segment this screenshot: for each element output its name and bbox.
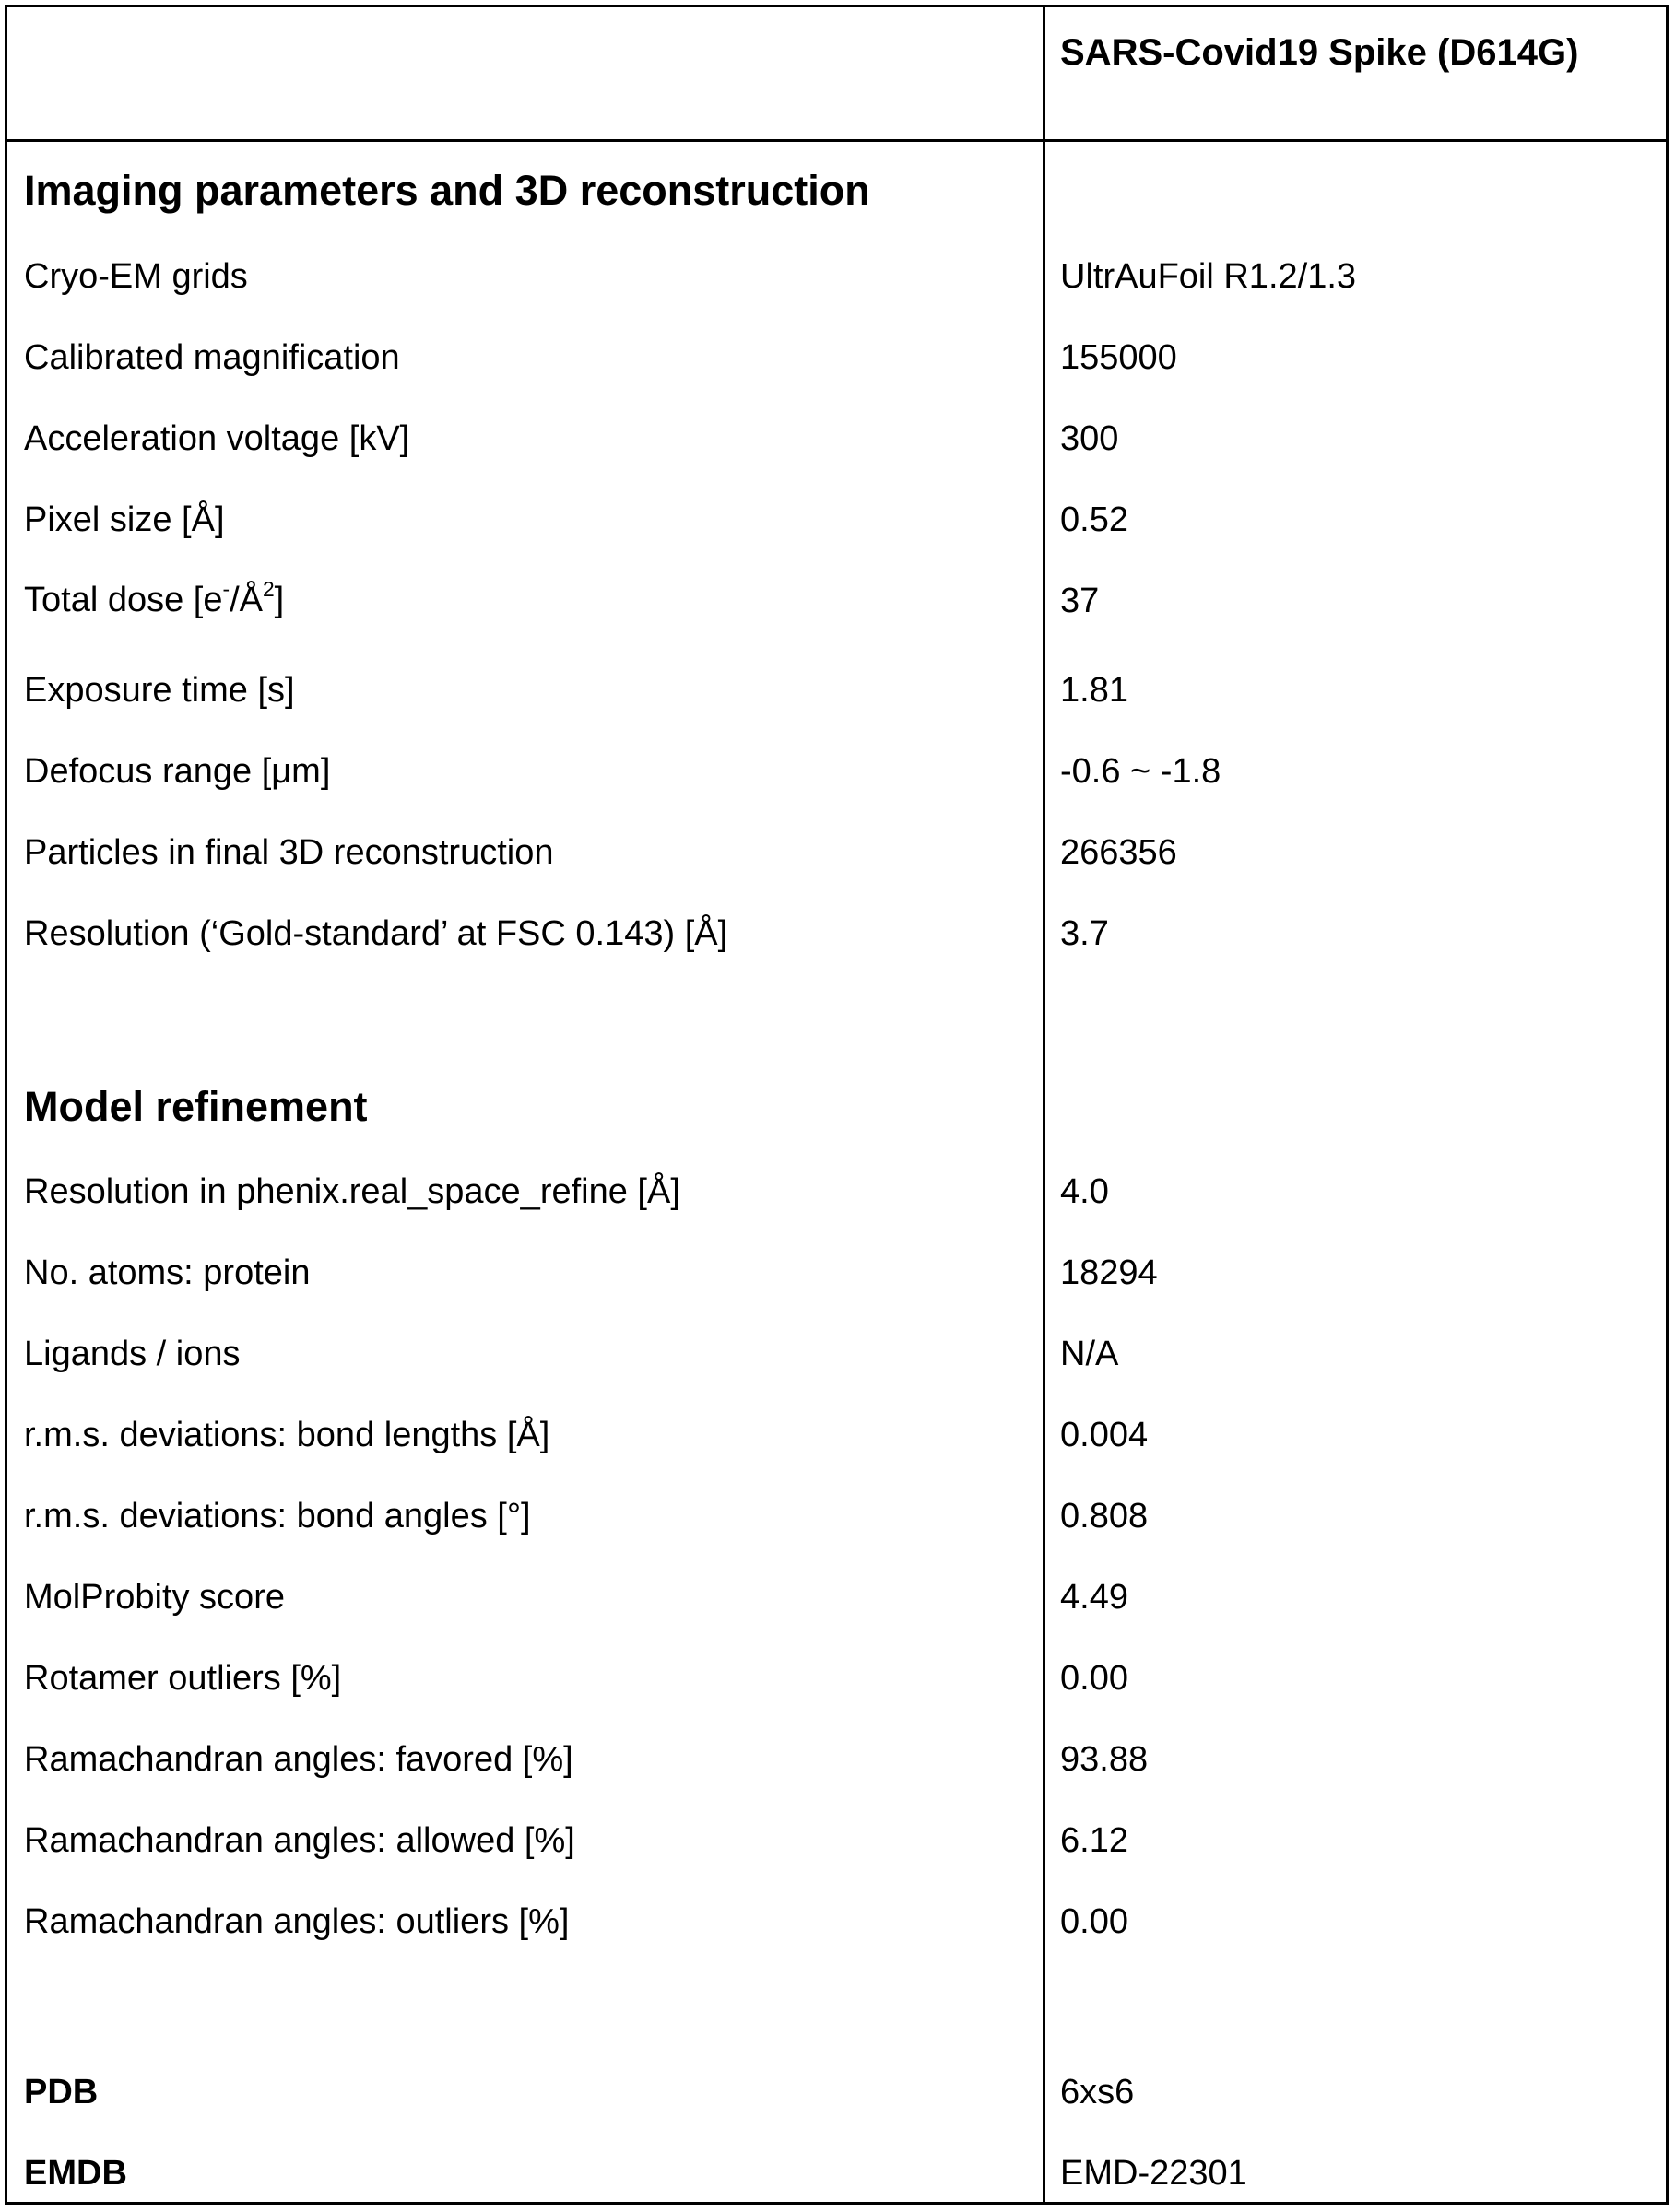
row-value: 0.808	[1060, 1497, 1149, 1535]
row-value: 0.00	[1060, 1902, 1128, 1941]
row-label: Acceleration voltage [kV]	[24, 419, 410, 458]
row-label: Cryo-EM grids	[24, 257, 248, 296]
row-label: Calibrated magnification	[24, 338, 400, 377]
row-value: 155000	[1060, 338, 1177, 377]
row-label: Ligands / ions	[24, 1335, 241, 1373]
row-label: Particles in final 3D reconstruction	[24, 833, 554, 872]
column-header: SARS-Covid19 Spike (D614G)	[1060, 32, 1579, 73]
row-label-total-dose	[24, 577, 285, 619]
row-label: Defocus range [μm]	[24, 752, 331, 791]
row-label: Ramachandran angles: outliers [%]	[24, 1902, 570, 1941]
row-label: Rotamer outliers [%]	[24, 1659, 342, 1698]
superscript-minus: -	[222, 577, 230, 602]
row-value: 1.81	[1060, 671, 1128, 710]
label-part: /Å	[230, 581, 263, 619]
label-part: Total dose [e	[24, 581, 223, 619]
data-table	[5, 5, 1669, 2205]
row-value: 3.7	[1060, 914, 1109, 953]
row-value: 37	[1060, 582, 1100, 620]
row-value: 0.004	[1060, 1416, 1149, 1454]
accession-label-emdb: EMDB	[24, 2154, 127, 2193]
row-value: 0.52	[1060, 500, 1128, 539]
row-value: 0.00	[1060, 1659, 1128, 1698]
row-label: Resolution (‘Gold-standard’ at FSC 0.143) [Å]	[24, 914, 728, 953]
row-label: Ramachandran angles: favored [%]	[24, 1740, 573, 1779]
row-label: No. atoms: protein	[24, 1253, 311, 1292]
row-value: 4.49	[1060, 1578, 1128, 1617]
row-label: Ramachandran angles: allowed [%]	[24, 1821, 575, 1860]
row-label: Exposure time [s]	[24, 671, 295, 710]
row-value: 18294	[1060, 1253, 1158, 1292]
row-value: 300	[1060, 419, 1119, 458]
section-title-model-refinement: Model refinement	[24, 1083, 368, 1130]
row-label: MolProbity score	[24, 1578, 285, 1617]
column-divider	[1043, 7, 1045, 2202]
row-label: Pixel size [Å]	[24, 500, 225, 539]
row-value: -0.6 ~ -1.8	[1060, 752, 1221, 791]
accession-label-pdb: PDB	[24, 2073, 99, 2112]
header-rule	[7, 139, 1666, 142]
row-label: r.m.s. deviations: bond angles [°]	[24, 1497, 531, 1535]
row-value: UltrAuFoil R1.2/1.3	[1060, 257, 1357, 296]
accession-value-pdb: 6xs6	[1060, 2073, 1135, 2112]
accession-value-emdb: EMD-22301	[1060, 2154, 1247, 2193]
label-part: ]	[274, 581, 285, 619]
row-label: r.m.s. deviations: bond lengths [Å]	[24, 1416, 550, 1454]
superscript-two: 2	[262, 577, 275, 602]
row-label: Resolution in phenix.real_space_refine [Å]	[24, 1172, 680, 1211]
row-value: N/A	[1060, 1335, 1119, 1373]
row-value: 4.0	[1060, 1172, 1109, 1211]
section-title-imaging: Imaging parameters and 3D reconstruction	[24, 167, 870, 214]
row-value: 6.12	[1060, 1821, 1128, 1860]
row-value: 266356	[1060, 833, 1177, 872]
row-value: 93.88	[1060, 1740, 1149, 1779]
